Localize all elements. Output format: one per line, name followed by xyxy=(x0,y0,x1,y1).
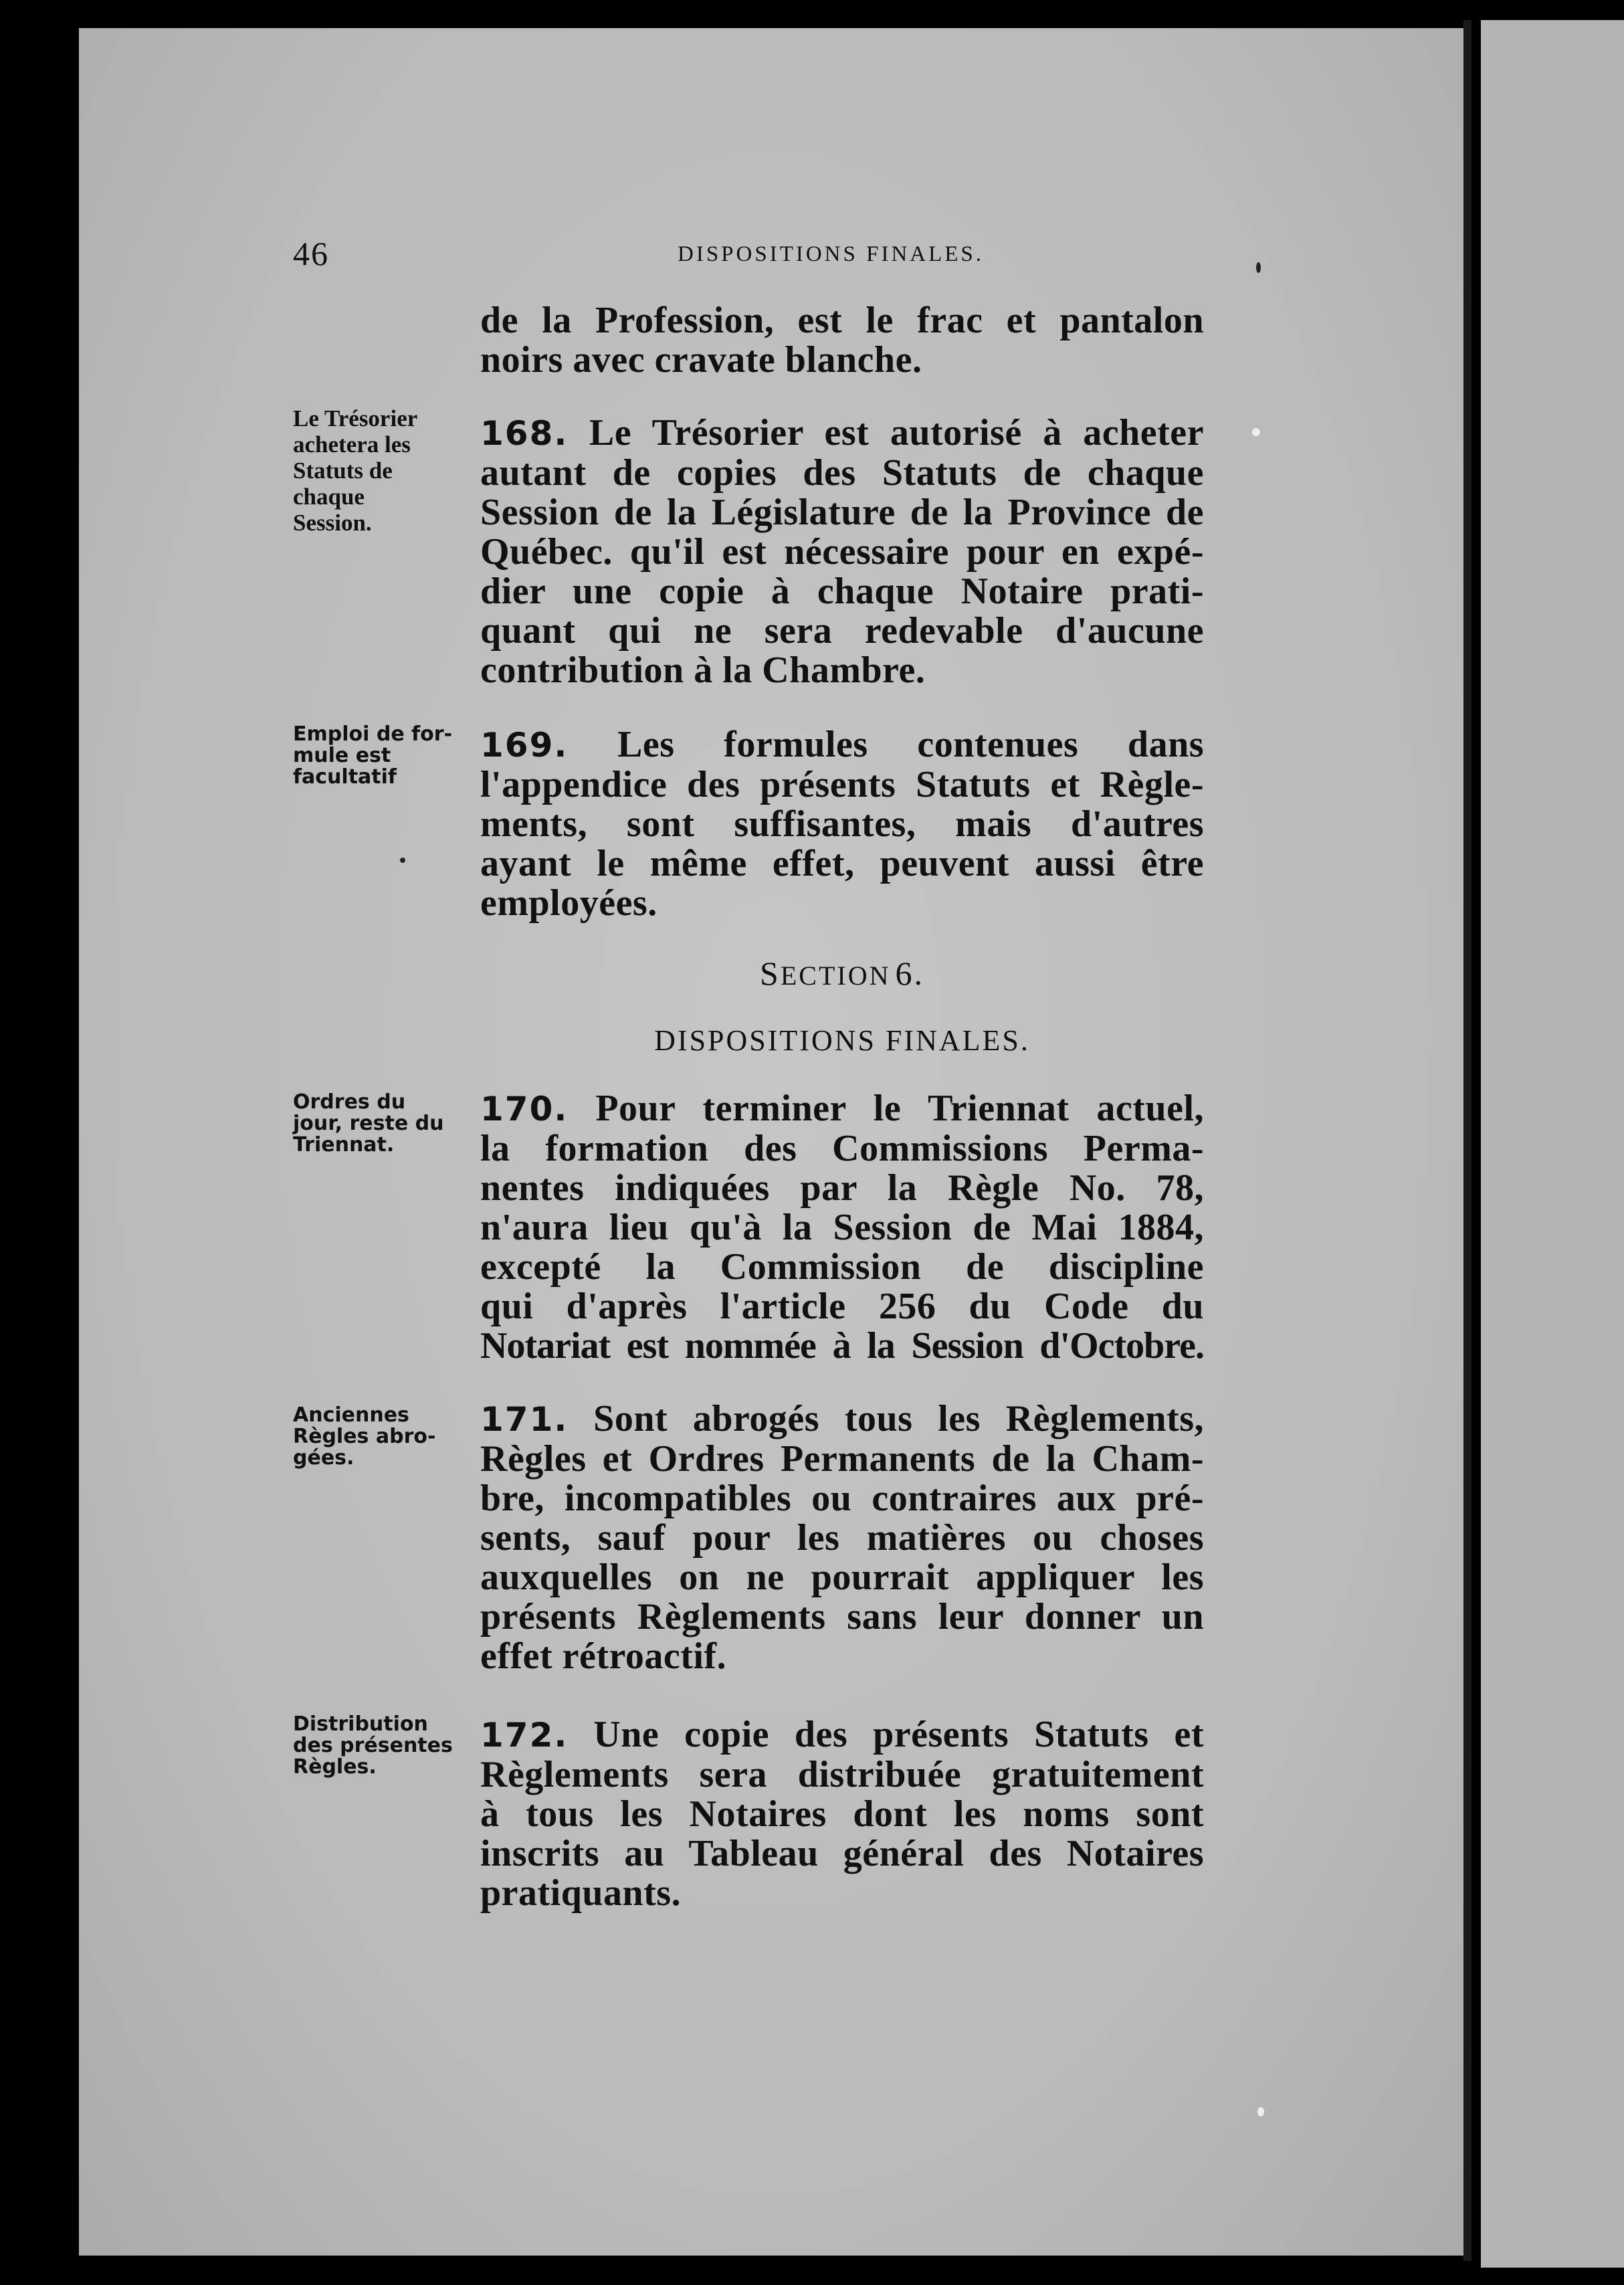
section-title: DISPOSITIONS FINALES. xyxy=(654,1024,1030,1057)
margin-note-171 xyxy=(293,1405,474,1469)
article-number: 172. xyxy=(480,1716,569,1755)
text-line: présents Règlements sans leur donner un xyxy=(480,1596,1204,1637)
text-line: nentes indiquées par la Règle No. 78, xyxy=(480,1167,1204,1209)
text-line: Règlements sera distribuée gratuitement xyxy=(480,1754,1204,1795)
text-line xyxy=(480,1399,1204,1439)
article-number: 170. xyxy=(480,1090,569,1128)
margin-note-line: Anciennes xyxy=(293,1403,409,1427)
article-number: 168. xyxy=(480,414,569,453)
scan-speck xyxy=(400,858,405,863)
running-head: DISPOSITIONS FINALES. xyxy=(678,242,985,266)
margin-note-line: Le Trésorier xyxy=(293,405,418,431)
text-line: employées. xyxy=(480,882,657,924)
text-line: sents, sauf pour les matières ou choses xyxy=(480,1517,1204,1559)
margin-note-line: achetera les xyxy=(293,431,411,458)
page-gutter-edge xyxy=(1463,20,1471,2261)
article-number: 169. xyxy=(480,726,569,765)
margin-note-line: jour, reste du xyxy=(293,1112,444,1135)
continuation-paragraph xyxy=(480,301,1204,380)
article-170 xyxy=(480,1089,1204,1366)
text-line xyxy=(480,1089,1204,1129)
margin-note-line: Ordres du xyxy=(293,1090,406,1114)
article-171 xyxy=(480,1399,1204,1676)
text-line: ments, sont suffisantes, mais d'autres xyxy=(480,803,1204,845)
text-line: autant de copies des Statuts de chaque xyxy=(480,452,1204,494)
text-line xyxy=(480,725,1204,765)
text-line: pratiquants. xyxy=(480,1872,682,1914)
text-line: bre, incompatibles ou contraires aux pré- xyxy=(480,1478,1204,1519)
text-line xyxy=(480,413,1204,454)
section-heading xyxy=(480,954,1204,993)
text-line-content: Pour terminer le Triennat actuel, xyxy=(595,1088,1204,1129)
text-line: Québec. qu'il est nécessaire pour en expé- xyxy=(480,531,1204,573)
article-168 xyxy=(480,413,1204,690)
article-169 xyxy=(480,725,1204,923)
text-line: la formation des Commissions Perma- xyxy=(480,1128,1204,1169)
margin-note-line: facultatif xyxy=(293,765,397,789)
margin-note-line: Triennat. xyxy=(293,1133,395,1157)
section-label-rest: ECTION xyxy=(780,961,891,991)
text-line: effet rétroactif. xyxy=(480,1635,727,1677)
margin-note-line: mule est xyxy=(293,744,391,767)
text-line: à tous les Notaires dont les noms sont xyxy=(480,1793,1204,1835)
text-line: dier une copie à chaque Notaire prati- xyxy=(480,571,1204,612)
margin-note-line: Distribution xyxy=(293,1712,428,1736)
section-number: 6. xyxy=(895,955,924,992)
text-line: qui d'après l'article 256 du Code du xyxy=(480,1286,1204,1327)
margin-note-line: chaque xyxy=(293,484,365,510)
scan-speck xyxy=(1256,262,1261,273)
margin-note-line: Emploi de for- xyxy=(293,722,453,746)
margin-note-line: Statuts de xyxy=(293,458,393,484)
text-line-content: Les formules contenues dans xyxy=(617,724,1205,765)
text-line: contribution à la Chambre. xyxy=(480,650,926,691)
page-header xyxy=(293,234,1197,274)
text-line-content: Sont abrogés tous les Règlements, xyxy=(593,1398,1205,1439)
text-line: l'appendice des présents Statuts et Règle- xyxy=(480,764,1204,805)
margin-note-line: Règles. xyxy=(293,1755,377,1779)
text-line: de la Profession, est le frac et pantalon xyxy=(480,300,1204,341)
text-line: quant qui ne sera redevable d'aucune xyxy=(480,610,1204,652)
margin-note-169 xyxy=(293,724,474,788)
scan-speck xyxy=(1257,2107,1264,2116)
text-line: Règles et Ordres Permanents de la Cham- xyxy=(480,1438,1204,1480)
text-line: Notariat est nommée à la Session d'Octobre. xyxy=(480,1325,1204,1367)
margin-note-170 xyxy=(293,1092,474,1156)
page-number: 46 xyxy=(293,235,329,272)
text-line: noirs avec cravate blanche. xyxy=(480,339,922,381)
margin-note-172 xyxy=(293,1714,474,1778)
margin-note-line: des présentes xyxy=(293,1734,453,1757)
article-172 xyxy=(480,1715,1204,1913)
text-line: inscrits au Tableau général des Notaires xyxy=(480,1833,1204,1874)
section-label-initial: S xyxy=(760,955,781,992)
margin-note-line: gées. xyxy=(293,1446,354,1470)
text-line: ayant le même effet, peuvent aussi être xyxy=(480,843,1204,884)
article-number: 171. xyxy=(480,1400,569,1439)
scan-speck xyxy=(1252,428,1260,436)
text-line xyxy=(480,1715,1204,1755)
text-line: auxquelles on ne pourrait appliquer les xyxy=(480,1557,1204,1598)
adjacent-page-strip xyxy=(1481,20,1624,2268)
text-line-content: Le Trésorier est autorisé à acheter xyxy=(589,412,1205,454)
text-line-content: Une copie des présents Statuts et xyxy=(593,1714,1204,1755)
text-line: Session de la Législature de la Province de xyxy=(480,492,1204,533)
text-line: excepté la Commission de discipline xyxy=(480,1246,1204,1288)
text-line: n'aura lieu qu'à la Session de Mai 1884, xyxy=(480,1207,1204,1248)
margin-note-line: Session. xyxy=(293,510,372,536)
margin-note-168 xyxy=(293,405,474,536)
margin-note-line: Règles abro- xyxy=(293,1425,436,1448)
